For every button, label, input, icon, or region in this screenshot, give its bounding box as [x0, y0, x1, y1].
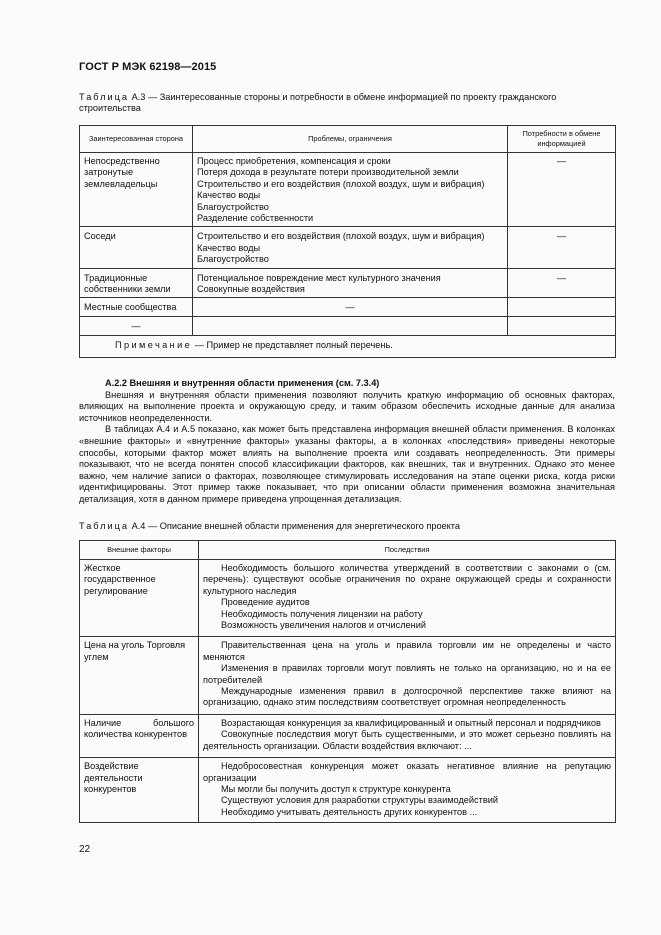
table-a3-caption [79, 92, 615, 114]
needs-cell [508, 317, 616, 336]
column-header: Последствия [199, 541, 616, 560]
note-text: — Пример не представляет полный перечень. [194, 340, 393, 351]
needs-cell: — [508, 153, 616, 227]
table-a4-caption [79, 521, 615, 532]
caption-number: А.4 [131, 521, 146, 531]
note-label: Примечание [115, 340, 193, 351]
table-note [80, 336, 616, 357]
table-header-row [80, 541, 616, 560]
issues-cell: Процесс приобретения, компенсация и сроки Потеря дохода в результате потери производительной земли Строительство и его воздействия (плохой воздух, шум и вибрация) Качество воды Благоустройство Разделение собственности [193, 153, 508, 227]
table-row [80, 714, 616, 757]
factor-cell: Жесткое государственное регулирование [80, 560, 199, 637]
factor-cell: Цена на уголь Торговля углем [80, 637, 199, 714]
caption-label: Таблица [79, 521, 130, 531]
table-row [80, 317, 616, 336]
issues-cell: Строительство и его воздействия (плохой воздух, шум и вибрация) Качество воды Благоустройство [193, 227, 508, 268]
factor-cell: Воздействие деятельности конкурентов [80, 758, 199, 823]
caption-text: — Заинтересованные стороны и потребности в обмене информацией по проекту гражданского строительства [79, 92, 557, 113]
section-paragraph: Внешняя и внутренняя области применения позволяют получить краткую информацию об основных факторах, влияющих на выполнение проекта и окружающую среду, и таким образом обеспечить исходные данные для анализа источников неопределенности. [79, 389, 615, 423]
factor-cell: Наличие большого количества конкурентов [80, 714, 199, 757]
consequences-cell: Возрастающая конкуренция за квалифицированный и опытный персонал и подрядчиков Совокупные последствия могут быть существенными, и это может серьезно повлиять на деятельность организации. Области воздействия включают: ... [199, 714, 616, 757]
needs-cell: — [508, 268, 616, 298]
caption-label: Таблица [79, 92, 130, 102]
table-a4 [79, 540, 616, 823]
consequences-cell: Необходимость большого количества утверждений в соответствии с законами о (см. перечень): существуют особые ограничения по охране окружающей среды и сохранности культурного наследия Проведение аудитов Необходимость получения лицензии на работу Возможность увеличения налогов и отчислений [199, 560, 616, 637]
issues-cell: Потенциальное повреждение мест культурного значения Совокупные воздействия [193, 268, 508, 298]
section-a22 [79, 378, 615, 506]
table-row [80, 153, 616, 227]
stakeholder-cell: Соседи [80, 227, 193, 268]
table-a3 [79, 125, 616, 358]
issues-cell [193, 317, 508, 336]
stakeholder-cell: Традиционные собственники земли [80, 268, 193, 298]
table-note-row [80, 336, 616, 357]
table-row [80, 637, 616, 714]
stakeholder-cell: Местные сообщества [80, 298, 193, 317]
needs-cell: — [508, 227, 616, 268]
document-header: ГОСТ Р МЭК 62198—2015 [79, 61, 217, 73]
column-header: Проблемы, ограничения [193, 126, 508, 153]
consequences-cell: Недобросовестная конкуренция может оказать негативное влияние на репутацию организации Мы могли бы получить доступ к структуре конкурента Существуют условия для разработки структуры взаимодействий Необходимо учитывать деятельность других конкурентов ... [199, 758, 616, 823]
consequences-cell: Правительственная цена на уголь и правила торговли им не определены и часто меняются Изменения в правилах торговли могут повлиять не только на организацию, но и на ее потребителей Международные изменения правил в долгосрочной перспективе также влияют на организацию, однако этим последствиям соответствует огромная неопределенность [199, 637, 616, 714]
table-row [80, 298, 616, 317]
page-number: 22 [79, 844, 91, 855]
table-row [80, 268, 616, 298]
section-paragraph: В таблицах А.4 и А.5 показано, как может быть представлена информация внешней области применения. В колонках «внешние факторы» и «внутренние факторы» указаны факторы, а в колонках «последствия» приведены некоторые способы, которыми фактор может влиять на выполнение проекта или создавать неопределенность. Эти примеры показывают, что не всегда понятен способ классификации факторов, как внешних, так и внутренних. Однако это менее важно, чем наличие записи о факторах, позволяющее стимулировать исследования на этапе оценки риска, когда риски идентифицированы. Этот пример также показывает, что при описании области применения возможна значительная детализация, хотя в данном примере приведена упрощенная детализация. [79, 424, 615, 504]
caption-number: А.3 [131, 92, 146, 102]
needs-cell [508, 298, 616, 317]
stakeholder-cell: Непосредственно затронутые землевладельцы [80, 153, 193, 227]
table-header-row [80, 126, 616, 153]
stakeholder-cell: — [80, 317, 193, 336]
section-heading: А.2.2 Внешняя и внутренняя области применения (см. 7.3.4) [105, 378, 380, 388]
table-row [80, 560, 616, 637]
caption-text: — Описание внешней области применения для энергетического проекта [147, 521, 460, 531]
table-row [80, 227, 616, 268]
column-header: Потребности в обмене информацией [508, 126, 616, 153]
table-row [80, 758, 616, 823]
issues-cell: — [193, 298, 508, 317]
column-header: Заинтересованная сторона [80, 126, 193, 153]
column-header: Внешние факторы [80, 541, 199, 560]
